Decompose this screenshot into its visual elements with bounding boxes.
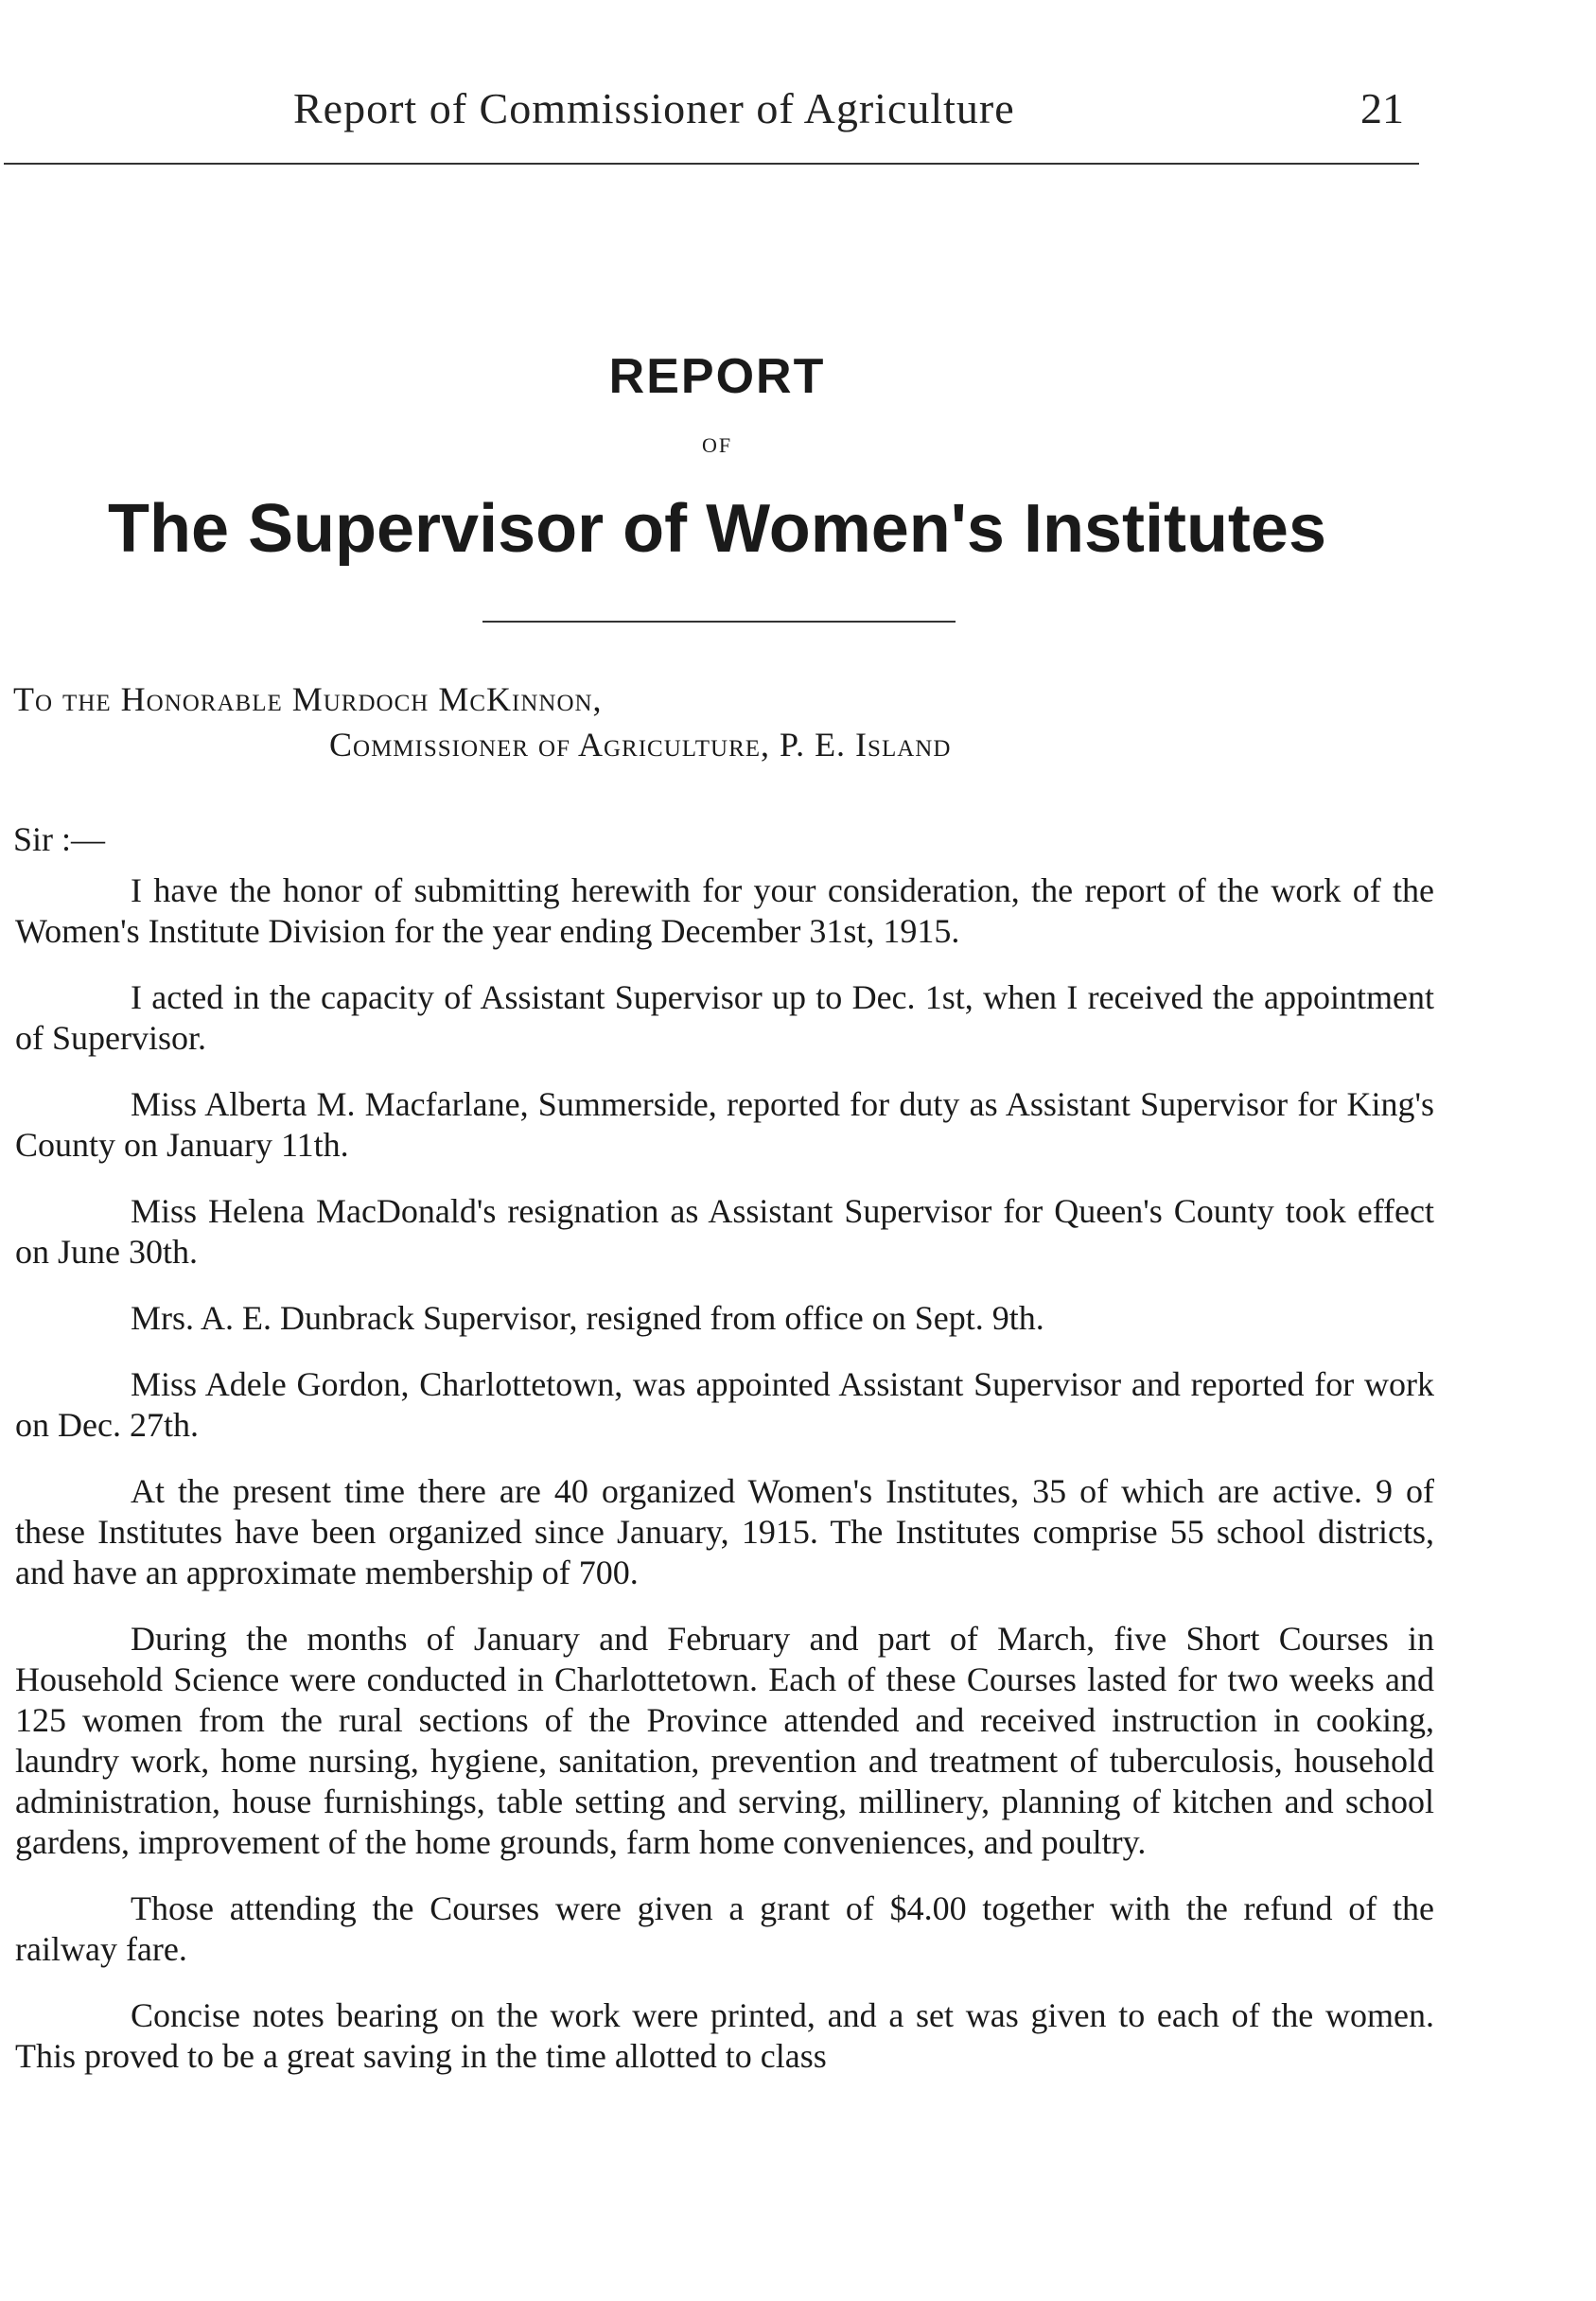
report-heading: REPORT (608, 349, 826, 404)
addressee-line-2: Commissioner of Agriculture, P. E. Island (329, 726, 952, 764)
paragraph: At the present time there are 40 organized Women's Institutes, 35 of which are active. 9 of these Institutes have been organized since January, 1915. The Institutes comprise 55 school districts, and have an approximate membership of 700. (15, 1472, 1434, 1591)
paragraph: Miss Helena MacDonald's resignation as Assistant Supervisor for Queen's County took effect on June 30th. (15, 1192, 1434, 1271)
salutation: Sir :— (13, 820, 106, 858)
running-header (0, 83, 1419, 149)
title-divider (482, 621, 956, 623)
paragraph: I acted in the capacity of Assistant Supervisor up to Dec. 1st, when I received the appointment of Supervisor. (15, 978, 1434, 1057)
report-subtitle: The Supervisor of Women's Institutes (108, 491, 1326, 567)
report-of-label: OF (701, 433, 733, 457)
paragraph: Mrs. A. E. Dunbrack Supervisor, resigned from office on Sept. 9th. (131, 1299, 1044, 1337)
paragraph: Those attending the Courses were given a grant of $4.00 together with the refund of the railway fare. (15, 1889, 1434, 1968)
header-divider (4, 163, 1419, 165)
page-number: 21 (1360, 84, 1404, 132)
addressee-line-1: To the Honorable Murdoch McKinnon, (13, 680, 603, 718)
paragraph: Miss Alberta M. Macfarlane, Summerside, reported for duty as Assistant Supervisor for King's County on January 11th. (15, 1085, 1434, 1164)
report-body (15, 870, 1434, 2102)
paragraph: During the months of January and February and part of March, five Short Courses in Household Science were conducted in Charlottetown. Each of these Courses lasted for two weeks and 125 women from the rural sections of the Province attended and received instruction in cooking, laundry work, home nursing, hygiene, sanitation, prevention and treatment of tuberculosis, household administration, house furnishings, table setting and serving, millinery, planning of kitchen and school gardens, improvement of the home grounds, farm home conveniences, and poultry. (15, 1620, 1434, 1861)
paragraph: Concise notes bearing on the work were printed, and a set was given to each of the women. This proved to be a great saving in the time allotted to class (15, 1996, 1434, 2075)
paragraph: Miss Adele Gordon, Charlottetown, was appointed Assistant Supervisor and reported for work on Dec. 27th. (15, 1365, 1434, 1444)
running-title: Report of Commissioner of Agriculture (293, 84, 1015, 132)
paragraph: I have the honor of submitting herewith for your consideration, the report of the work of the Women's Institute Division for the year ending December 31st, 1915. (15, 871, 1434, 950)
